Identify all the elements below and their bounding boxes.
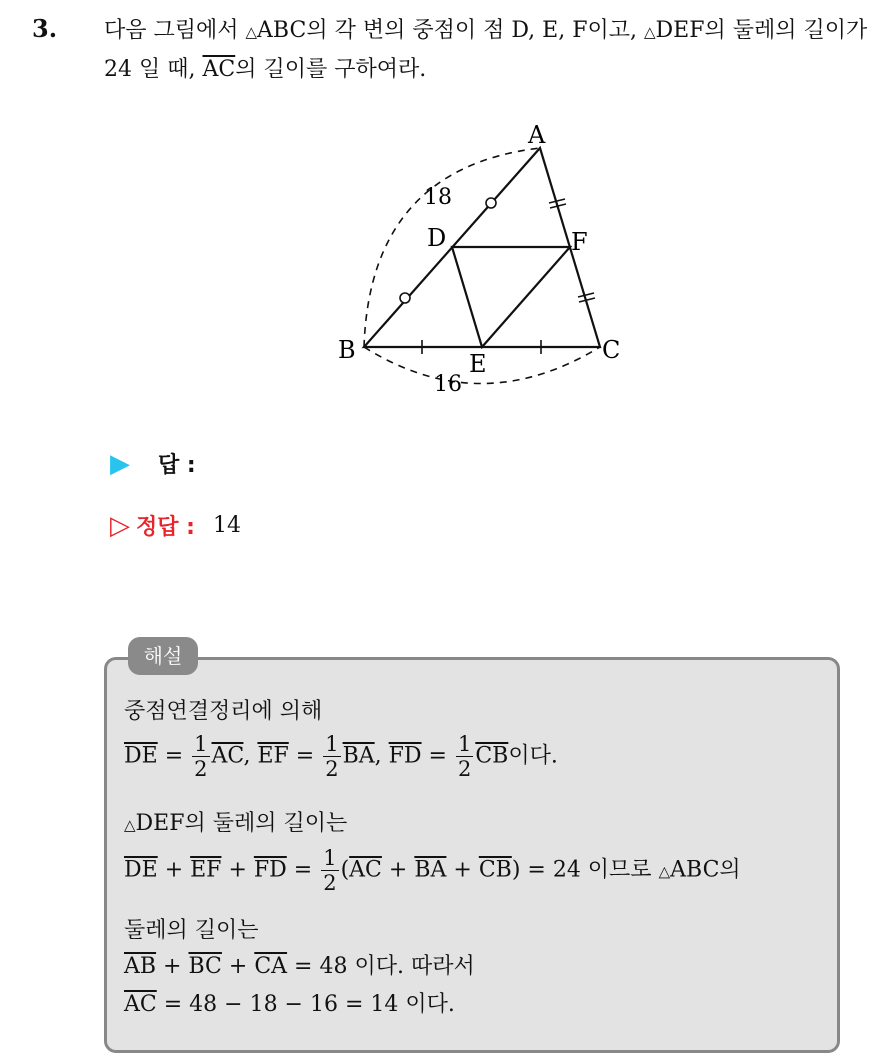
plus: + (157, 857, 191, 883)
denominator: 2 (325, 757, 339, 781)
equals: = (421, 743, 454, 769)
comma: , (374, 743, 389, 769)
segment-ac: $\overline{AC}$ (349, 857, 382, 883)
question-part-3: DEF의 둘레의 길이가 24 일 때, (104, 18, 868, 82)
vertex-label-b: B (338, 336, 356, 364)
solution-line-4 (124, 846, 741, 895)
segment-cb: $\overline{CB}$ (475, 743, 509, 769)
solution-line-2 (124, 732, 558, 781)
triangle-symbol: △ (245, 23, 258, 41)
line-middle: ) = 24 이므로 (511, 857, 659, 883)
segment-fd: $\overline{FD}$ (253, 857, 287, 883)
question-part-4: 의 길이를 구하여라. (235, 57, 427, 82)
solution-tag: 해설 (128, 637, 198, 675)
vertex-label-c: C (602, 336, 621, 364)
answer-arrow-icon: ▶ (110, 448, 130, 479)
line-tail: = 48 이다. 따라서 (287, 954, 475, 979)
answer-label: 답 : (158, 453, 196, 478)
fraction-half (321, 846, 338, 895)
paren-open: ( (340, 857, 350, 883)
segment-ca: $\overline{CA}$ (254, 954, 288, 979)
fraction-half (192, 732, 209, 781)
segment-bc: $\overline{BC}$ (188, 954, 222, 979)
equals: = (288, 743, 322, 769)
segment-de: $\overline{DE}$ (124, 743, 158, 769)
solution-line-6 (124, 949, 475, 980)
segment-ac: $\overline{AC}$ (202, 57, 236, 82)
triangle-figure (330, 110, 650, 410)
denominator: 2 (194, 757, 208, 781)
segment-cb: $\overline{CB}$ (478, 857, 512, 883)
equals: = (286, 857, 320, 883)
plus: + (221, 857, 254, 883)
length-label-ab: 18 (424, 185, 452, 210)
denominator: 2 (457, 757, 472, 781)
segment-ac: $\overline{AC}$ (211, 743, 244, 769)
correct-value: 14 (212, 513, 241, 538)
segment-ac: $\overline{AC}$ (124, 992, 157, 1017)
solution-line-7 (124, 987, 455, 1018)
solution-line-3 (124, 806, 347, 837)
solution-line-5: 둘레의 길이는 (124, 918, 259, 943)
triangle-symbol: △ (658, 862, 671, 881)
tick-circle-db (400, 293, 410, 303)
numerator: 1 (323, 846, 337, 870)
numerator: 1 (457, 732, 472, 756)
solution-line-1: 중점연결정리에 의해 (124, 699, 323, 724)
segment-ab: $\overline{AB}$ (124, 954, 157, 979)
line-tail: = 48 − 18 − 16 = 14 이다. (156, 992, 455, 1017)
answer-row (110, 448, 214, 479)
segment-de: $\overline{DE}$ (124, 857, 158, 883)
vertex-label-a: A (528, 121, 546, 149)
triangle-def (452, 247, 570, 347)
plus: + (221, 954, 255, 979)
triangle-symbol: △ (124, 816, 136, 834)
correct-arrow-icon: ▷ (110, 510, 130, 541)
vertex-label-f: F (571, 228, 588, 256)
line-tail: 이다. (508, 743, 558, 769)
line-text: DEF의 둘레의 길이는 (135, 811, 348, 836)
segment-ef: $\overline{EF}$ (257, 743, 289, 769)
segment-fd: $\overline{FD}$ (388, 743, 422, 769)
correct-label: 정답 : (136, 515, 195, 540)
vertex-label-d: D (427, 224, 447, 252)
length-label-bc: 16 (434, 372, 462, 397)
correct-answer-row (110, 510, 241, 541)
fraction-half (323, 732, 340, 781)
plus: + (446, 857, 479, 883)
segment-ba: $\overline{BA}$ (414, 857, 447, 883)
question-part-1: 다음 그림에서 (104, 18, 246, 43)
question-part-2: ABC의 각 변의 중점이 점 D, E, F이고, (257, 18, 644, 43)
triangle-symbol: △ (643, 23, 656, 41)
comma: , (243, 743, 258, 769)
line-tail: ABC의 (670, 857, 741, 883)
equals: = (157, 743, 191, 769)
plus: + (156, 954, 189, 979)
tick-double-fc (578, 293, 595, 302)
segment-ef: $\overline{EF}$ (190, 857, 222, 883)
numerator: 1 (325, 732, 339, 756)
segment-ba: $\overline{BA}$ (342, 743, 375, 769)
question-text (104, 12, 874, 89)
denominator: 2 (323, 871, 337, 895)
vertex-label-e: E (469, 350, 487, 378)
fraction-half (456, 732, 473, 781)
numerator: 1 (194, 732, 208, 756)
tick-circle-ad (486, 198, 496, 208)
plus: + (381, 857, 415, 883)
question-number: 3. (32, 14, 58, 43)
